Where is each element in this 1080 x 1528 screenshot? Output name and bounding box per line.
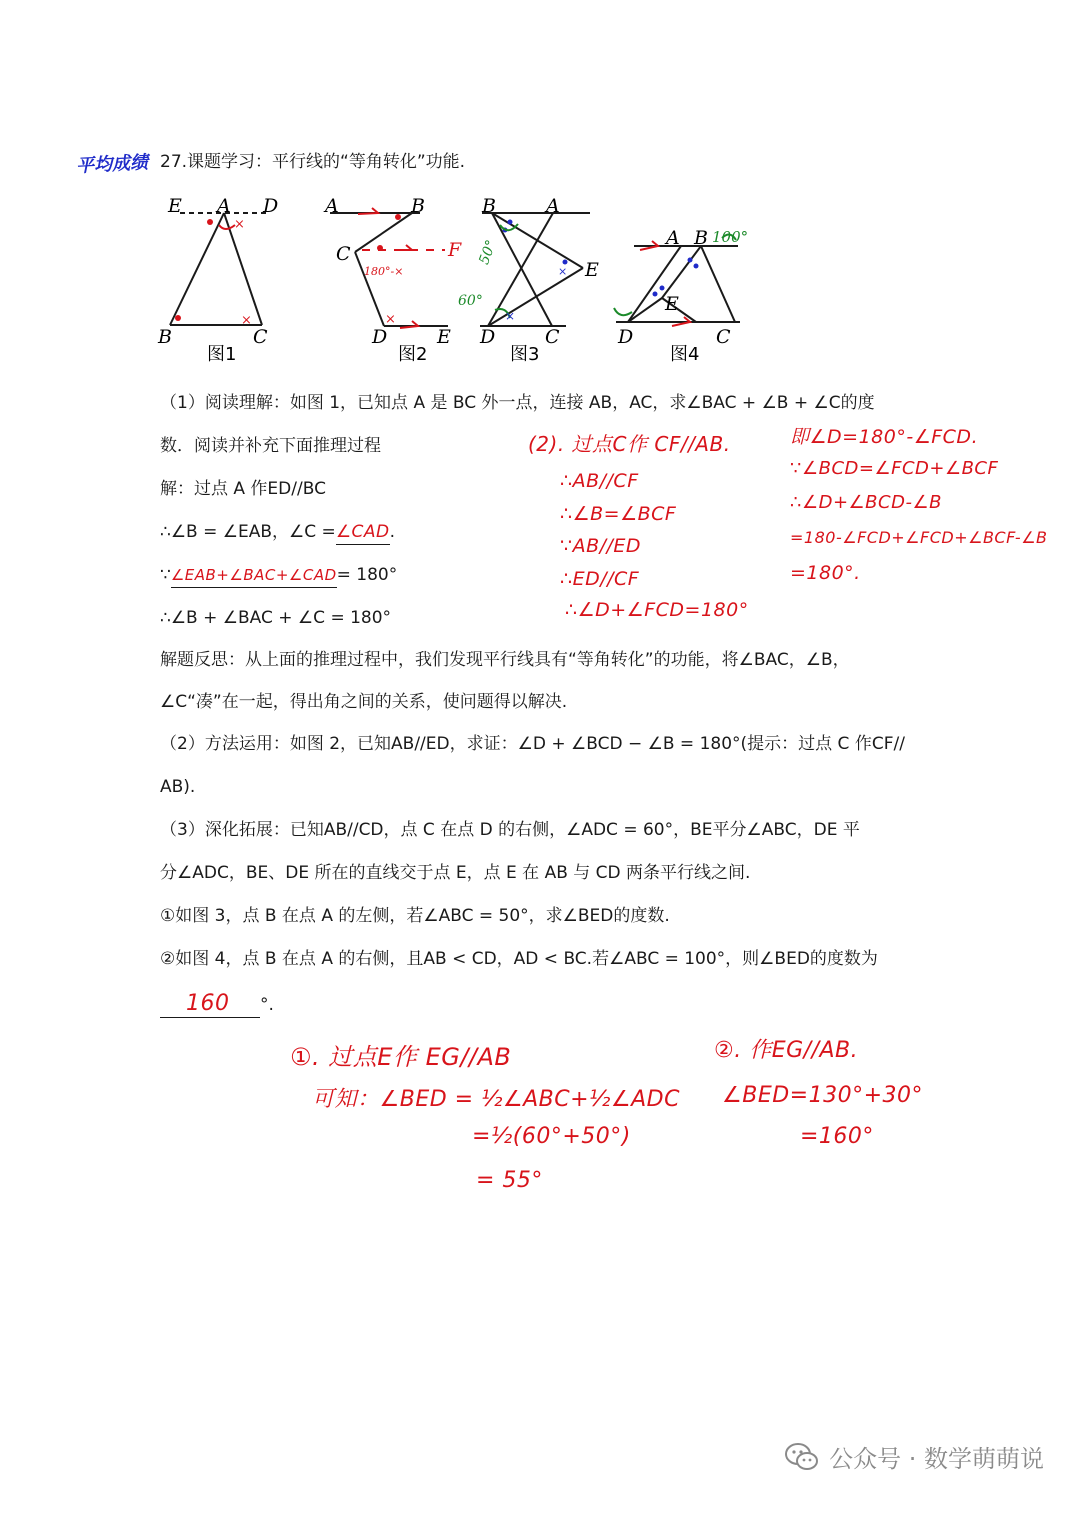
- hw-sol1-line1: ①. 过点E作 EG//AB: [290, 1043, 512, 1071]
- fig4-caption: 图4: [670, 344, 700, 365]
- fig4-label-E: E: [665, 293, 679, 315]
- blank-c-angle-answer: ∠CAD: [335, 522, 390, 542]
- fig2-caption: 图2: [398, 344, 428, 365]
- fig3-label-C: C: [545, 326, 560, 348]
- hw-p2-c2-line4: =180-∠FCD+∠FCD+∠BCF-∠B: [790, 528, 1048, 547]
- part3-q2-post: °.: [260, 995, 274, 1015]
- part1-line6: ∴∠B + ∠BAC + ∠C = 180°: [160, 608, 392, 628]
- problem-title: 27.课题学习：平行线的“等角转化”功能.: [160, 152, 466, 172]
- part1-line5-post: = 180°: [336, 565, 398, 585]
- fig4-label-A: A: [666, 227, 680, 249]
- fig1-label-B: B: [158, 326, 172, 348]
- svg-text:×: ×: [241, 313, 252, 328]
- hw-p2-c1-line4: ∵AB//ED: [560, 535, 642, 557]
- fig3-label-B: B: [482, 195, 496, 217]
- part1-line4-pre: ∴∠B = ∠EAB，∠C =: [160, 522, 336, 542]
- hw-sol2-line2: ∠BED=130°+30°: [722, 1083, 924, 1108]
- blank-bed-angle-answer: 160: [186, 991, 230, 1016]
- svg-text:×: ×: [385, 312, 396, 327]
- part3-line2: 分∠ADC，BE、DE 所在的直线交于点 E，点 E 在 AB 与 CD 两条平行线之间.: [160, 863, 751, 883]
- hw-sol1-line3: =½(60°+50°): [472, 1124, 631, 1149]
- blank-bed-angle: [160, 992, 260, 1018]
- svg-text:×: ×: [234, 217, 245, 232]
- fig1-label-D: D: [263, 195, 279, 217]
- hw-p2-c2-line5: =180°.: [790, 562, 861, 584]
- fig2-label-E: E: [437, 326, 451, 348]
- fig2-label-F: F: [448, 239, 462, 261]
- fig3-label-A: A: [546, 195, 560, 217]
- watermark: [785, 1439, 1044, 1474]
- part3-q2: ②如图 4，点 B 在点 A 的右侧，且AB < CD，AD < BC.若∠ABC = 100°，则∠BED的度数为: [160, 949, 878, 969]
- figure-1: [170, 213, 268, 328]
- hw-sol1-line2: 可知：∠BED = ½∠ABC+½∠ADC: [312, 1087, 680, 1112]
- hw-p2-c1-line2: ∴AB//CF: [560, 470, 639, 492]
- svg-text:×: ×: [505, 309, 516, 323]
- wechat-icon: [785, 1442, 819, 1472]
- fig2-label-A: A: [325, 195, 339, 217]
- fig2-note: 180°-×: [364, 265, 404, 278]
- hw-sol2-line1: ②. 作EG//AB.: [714, 1038, 859, 1063]
- fig1-label-C: C: [253, 326, 268, 348]
- fig2-label-B: B: [411, 195, 425, 217]
- part1-line4-post: .: [389, 522, 396, 542]
- fig3-caption: 图3: [510, 344, 540, 365]
- fig4-label-C: C: [716, 326, 731, 348]
- handwritten-tag: 平均成绩: [75, 152, 149, 177]
- part2-line2: AB).: [160, 777, 196, 797]
- fig3-note-bottom: 60°: [458, 293, 483, 309]
- fig2-label-C: C: [336, 243, 351, 265]
- part3-q1: ①如图 3，点 B 在点 A 的左侧，若∠ABC = 50°，求∠BED的度数.: [160, 906, 670, 926]
- hw-sol1-line4: = 55°: [476, 1168, 543, 1193]
- part2-line1: （2）方法运用：如图 2，已知AB//ED，求证：∠D + ∠BCD − ∠B = 180°(提示：过点 C 作CF//: [160, 734, 905, 754]
- fig1-label-A: A: [217, 195, 231, 217]
- fig3-note-top: 50°: [476, 237, 500, 267]
- hw-p2-c1-line1: (2). 过点C作 CF//AB.: [528, 432, 731, 456]
- fig3-label-D: D: [480, 326, 496, 348]
- reflection-line1: 解题反思：从上面的推理过程中，我们发现平行线具有“等角转化”的功能，将∠BAC，∠B，: [160, 650, 850, 670]
- hw-p2-c2-line2: ∵∠BCD=∠FCD+∠BCF: [790, 458, 999, 479]
- part3-line1: （3）深化拓展：已知AB//CD，点 C 在点 D 的右侧，∠ADC = 60°，BE平分∠ABC，DE 平: [160, 820, 860, 840]
- fig4-note-top: 100°: [712, 228, 749, 246]
- hw-p2-c1-line6: ∴∠D+∠FCD=180°: [565, 599, 749, 621]
- part1-line3: 解：过点 A 作ED//BC: [160, 479, 326, 499]
- part1-line4: [160, 520, 395, 545]
- fig4-label-B: B: [694, 227, 708, 249]
- reflection-line2: ∠C“凑”在一起，得出角之间的关系，使问题得以解决.: [160, 692, 568, 712]
- blank-angle-sum-answer: ∠EAB+∠BAC+∠CAD: [170, 566, 337, 584]
- blank-c-angle: [336, 520, 390, 545]
- part1-line5-pre: ∵: [160, 565, 171, 585]
- fig1-caption: 图1: [207, 344, 237, 365]
- blank-angle-sum: [171, 563, 337, 588]
- part1-line5: [160, 563, 397, 588]
- fig3-label-E: E: [585, 259, 599, 281]
- hw-sol2-line3: =160°: [800, 1124, 874, 1149]
- part1-line1: （1）阅读理解：如图 1，已知点 A 是 BC 外一点，连接 AB，AC，求∠BAC + ∠B + ∠C的度: [160, 393, 875, 413]
- hw-p2-c2-line1: 即∠D=180°-∠FCD.: [790, 426, 979, 448]
- watermark-text: 公众号 · 数学萌萌说: [829, 1445, 1044, 1473]
- fig4-label-D: D: [618, 326, 634, 348]
- figure-3: [480, 213, 590, 326]
- hw-p2-c2-line3: ∴∠D+∠BCD-∠B: [790, 492, 942, 513]
- part1-line2: 数．阅读并补充下面推理过程: [160, 436, 381, 456]
- svg-text:×: ×: [558, 265, 568, 278]
- hw-p2-c1-line3: ∴∠B=∠BCF: [560, 503, 677, 525]
- fig1-label-E: E: [168, 195, 182, 217]
- part3-q2-answer-line: [160, 992, 274, 1018]
- fig2-label-D: D: [372, 326, 388, 348]
- hw-p2-c1-line5: ∴ED//CF: [560, 568, 640, 590]
